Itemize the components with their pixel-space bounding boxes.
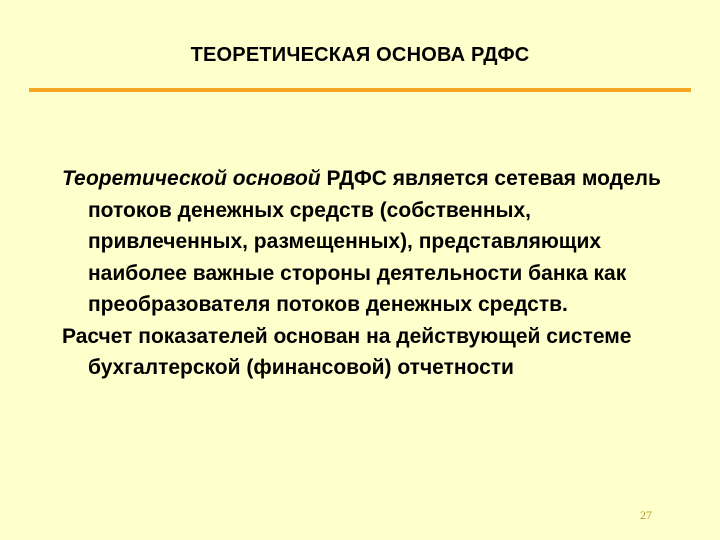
title-underline-rule bbox=[29, 88, 691, 92]
paragraph-definition bbox=[62, 163, 692, 321]
page-number: 27 bbox=[640, 508, 652, 522]
emphasis-phrase: Теоретической основой bbox=[62, 167, 321, 190]
paragraph-calculation-text: Расчет показателей основан на действующей системе бухгалтерской (финансовой) отчетности bbox=[62, 324, 632, 379]
paragraph-calculation bbox=[62, 321, 692, 384]
paragraph-definition-text: РДФС является сетевая модель потоков денежных средств (собственных, привлеченных, размещенных), представляющих наиболее важные стороны деятельности банка как преобразователя потоков денежных средств. bbox=[88, 167, 661, 316]
slide-body bbox=[62, 163, 692, 384]
slide-title: ТЕОРЕТИЧЕСКАЯ ОСНОВА РДФС bbox=[190, 44, 530, 66]
